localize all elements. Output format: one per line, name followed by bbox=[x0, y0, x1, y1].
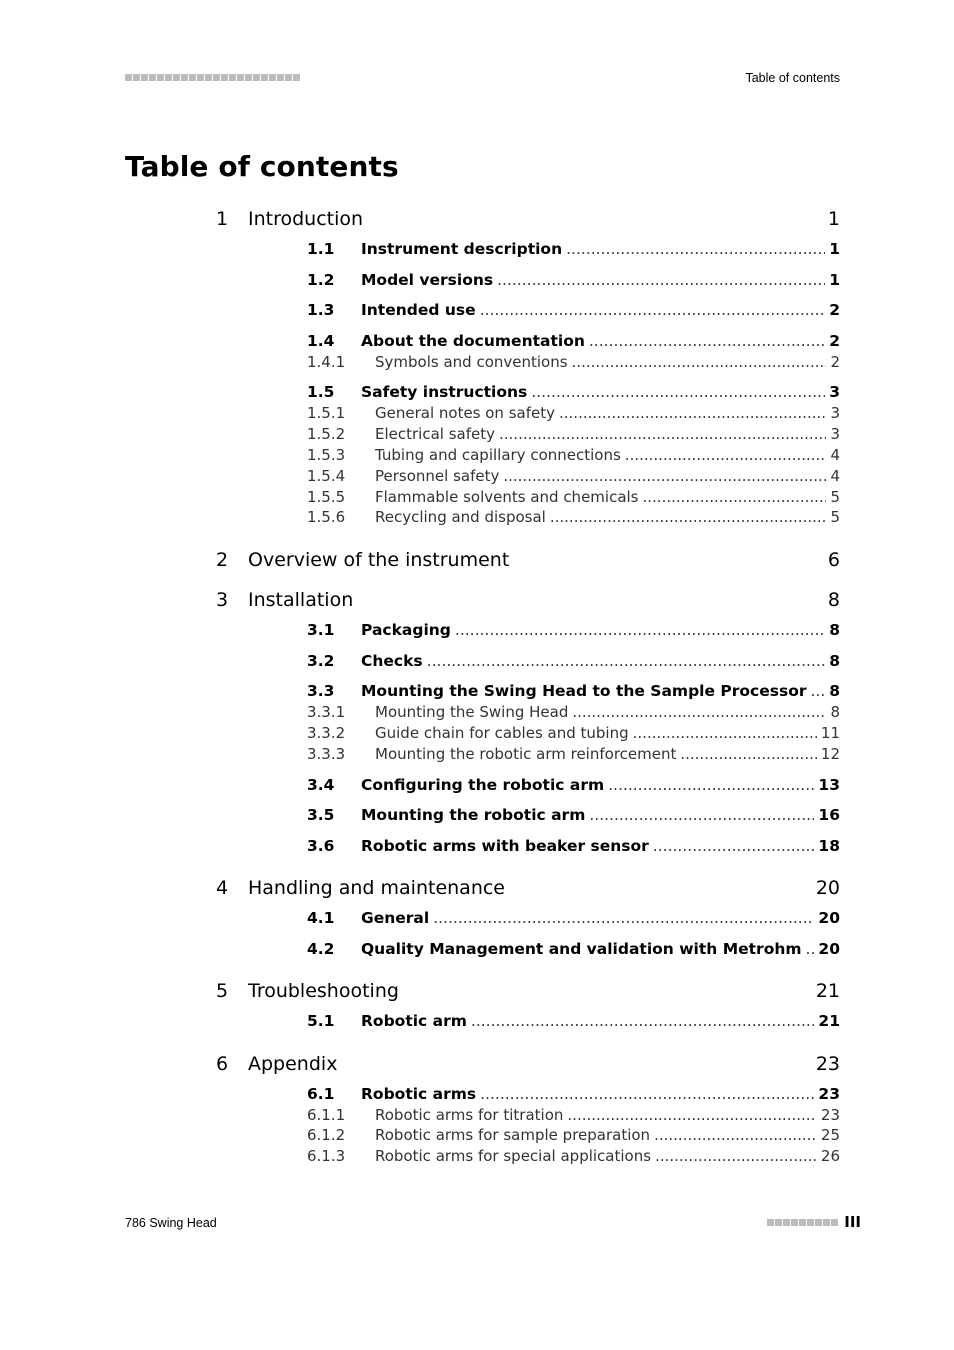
chapter-number: 2 bbox=[216, 549, 229, 572]
subsection-number: 3.3.3 bbox=[307, 744, 346, 763]
section-entry bbox=[361, 240, 840, 258]
subsection-entry bbox=[375, 703, 840, 721]
subsection-page: 4 bbox=[830, 466, 840, 485]
dot-leader bbox=[427, 652, 826, 670]
chapter-page: 1 bbox=[827, 208, 840, 230]
section-page: 8 bbox=[829, 621, 840, 640]
section-page: 3 bbox=[829, 383, 840, 402]
section-number: 4.1 bbox=[307, 909, 335, 927]
page-number: III bbox=[844, 1213, 861, 1231]
chapter-number: 5 bbox=[216, 980, 229, 1002]
section-entry bbox=[361, 682, 840, 700]
subsection-page: 5 bbox=[830, 508, 840, 527]
footer-document-name: 786 Swing Head bbox=[125, 1216, 217, 1230]
subsection-page: 26 bbox=[820, 1147, 840, 1166]
chapter-title: Installation bbox=[248, 589, 354, 612]
section-title: Intended use bbox=[361, 301, 476, 319]
section-number: 1.5 bbox=[307, 383, 335, 402]
subsection-number: 1.5.1 bbox=[307, 404, 346, 423]
dot-leader bbox=[811, 682, 826, 700]
section-number: 3.5 bbox=[307, 806, 335, 824]
subsection-number: 6.1.3 bbox=[307, 1147, 346, 1166]
dot-leader bbox=[550, 508, 827, 526]
section-page: 23 bbox=[818, 1084, 840, 1103]
dot-leader bbox=[433, 909, 814, 927]
section-entry bbox=[361, 332, 840, 350]
dot-leader bbox=[480, 1085, 814, 1103]
dot-leader bbox=[567, 1106, 817, 1124]
chapter-title: Handling and maintenance bbox=[248, 877, 505, 899]
subsection-entry bbox=[375, 1126, 840, 1144]
subsection-number: 1.4.1 bbox=[307, 352, 346, 371]
section-page: 1 bbox=[829, 240, 840, 258]
subsection-title: Guide chain for cables and tubing bbox=[375, 723, 629, 742]
subsection-entry bbox=[375, 745, 840, 763]
section-number: 3.2 bbox=[307, 651, 335, 670]
dot-leader bbox=[531, 383, 825, 401]
subsection-page: 11 bbox=[820, 723, 840, 742]
section-entry bbox=[361, 776, 840, 794]
chapter-number: 4 bbox=[216, 877, 229, 899]
header-decoration bbox=[125, 74, 300, 81]
section-number: 6.1 bbox=[307, 1084, 335, 1103]
chapter-page: 8 bbox=[827, 589, 840, 612]
section-page: 2 bbox=[829, 331, 840, 350]
section-page: 1 bbox=[829, 270, 840, 289]
subsection-page: 3 bbox=[830, 404, 840, 423]
dot-leader bbox=[559, 404, 826, 422]
section-title: Model versions bbox=[361, 270, 494, 289]
subsection-entry bbox=[375, 404, 840, 422]
section-page: 18 bbox=[818, 836, 840, 855]
section-number: 3.4 bbox=[307, 775, 335, 794]
section-page: 20 bbox=[818, 939, 840, 958]
subsection-number: 6.1.1 bbox=[307, 1105, 346, 1124]
chapter-title: Troubleshooting bbox=[248, 980, 399, 1002]
section-page: 20 bbox=[818, 909, 840, 927]
dot-leader bbox=[480, 301, 826, 319]
footer-decoration bbox=[767, 1219, 838, 1226]
subsection-number: 6.1.2 bbox=[307, 1126, 346, 1145]
subsection-number: 3.3.2 bbox=[307, 723, 346, 742]
subsection-title: Flammable solvents and chemicals bbox=[375, 487, 639, 506]
dot-leader bbox=[643, 488, 827, 506]
chapter-page: 23 bbox=[815, 1052, 840, 1075]
chapter-title: Introduction bbox=[248, 208, 364, 230]
section-entry bbox=[361, 837, 840, 855]
section-page: 2 bbox=[829, 301, 840, 319]
section-entry bbox=[361, 383, 840, 401]
section-entry bbox=[361, 652, 840, 670]
section-page: 16 bbox=[818, 806, 840, 824]
section-page: 8 bbox=[829, 682, 840, 701]
chapter-page: 21 bbox=[815, 980, 840, 1002]
subsection-title: Personnel safety bbox=[375, 466, 500, 485]
subsection-title: Robotic arms for special applications bbox=[375, 1147, 652, 1166]
section-title: Packaging bbox=[361, 621, 451, 640]
page-title: Table of contents bbox=[125, 150, 399, 183]
subsection-entry bbox=[375, 425, 840, 443]
running-header: Table of contents bbox=[745, 71, 840, 85]
subsection-entry bbox=[375, 724, 840, 742]
dot-leader bbox=[680, 745, 817, 763]
dot-leader bbox=[572, 353, 827, 371]
section-page: 8 bbox=[829, 651, 840, 670]
chapter-number: 6 bbox=[216, 1052, 229, 1075]
section-entry bbox=[361, 806, 840, 824]
section-number: 1.2 bbox=[307, 270, 335, 289]
subsection-entry bbox=[375, 1147, 840, 1165]
section-title: Instrument description bbox=[361, 240, 563, 258]
subsection-entry bbox=[375, 353, 840, 371]
section-entry bbox=[361, 940, 840, 958]
dot-leader bbox=[654, 1126, 817, 1144]
section-title: About the documentation bbox=[361, 331, 585, 350]
subsection-title: Recycling and disposal bbox=[375, 508, 546, 527]
section-number: 3.6 bbox=[307, 836, 335, 855]
section-page: 13 bbox=[818, 775, 840, 794]
dot-leader bbox=[655, 1147, 817, 1165]
section-number: 1.3 bbox=[307, 301, 335, 319]
section-entry bbox=[361, 301, 840, 319]
dot-leader bbox=[633, 724, 817, 742]
dot-leader bbox=[589, 806, 814, 824]
chapter-page: 20 bbox=[815, 877, 840, 899]
subsection-page: 3 bbox=[830, 425, 840, 444]
subsection-number: 1.5.3 bbox=[307, 445, 346, 464]
section-title: Safety instructions bbox=[361, 383, 528, 402]
dot-leader bbox=[806, 940, 815, 958]
section-title: Checks bbox=[361, 651, 423, 670]
subsection-number: 1.5.4 bbox=[307, 466, 346, 485]
section-number: 4.2 bbox=[307, 939, 335, 958]
subsection-number: 1.5.6 bbox=[307, 508, 346, 527]
subsection-entry bbox=[375, 488, 840, 506]
section-number: 3.1 bbox=[307, 621, 335, 640]
section-number: 1.1 bbox=[307, 240, 335, 258]
dot-leader bbox=[625, 446, 827, 464]
section-title: Robotic arms with beaker sensor bbox=[361, 836, 649, 855]
subsection-title: Robotic arms for titration bbox=[375, 1105, 564, 1124]
chapter-title: Overview of the instrument bbox=[248, 549, 510, 572]
dot-leader bbox=[455, 621, 825, 639]
section-entry bbox=[361, 1085, 840, 1103]
subsection-number: 3.3.1 bbox=[307, 703, 346, 722]
dot-leader bbox=[566, 240, 825, 258]
subsection-title: Symbols and conventions bbox=[375, 352, 568, 371]
chapter-page: 6 bbox=[827, 549, 840, 572]
subsection-page: 4 bbox=[830, 445, 840, 464]
subsection-page: 23 bbox=[820, 1105, 840, 1124]
section-number: 1.4 bbox=[307, 331, 335, 350]
section-number: 5.1 bbox=[307, 1012, 335, 1030]
section-entry bbox=[361, 1012, 840, 1030]
subsection-page: 8 bbox=[830, 703, 840, 722]
subsection-title: General notes on safety bbox=[375, 404, 555, 423]
section-number: 3.3 bbox=[307, 682, 335, 701]
subsection-title: Electrical safety bbox=[375, 425, 495, 444]
section-page: 21 bbox=[818, 1012, 840, 1030]
subsection-page: 25 bbox=[820, 1126, 840, 1145]
section-entry bbox=[361, 271, 840, 289]
subsection-number: 1.5.5 bbox=[307, 487, 346, 506]
dot-leader bbox=[653, 837, 815, 855]
dot-leader bbox=[608, 776, 814, 794]
chapter-title: Appendix bbox=[248, 1052, 338, 1075]
subsection-page: 5 bbox=[830, 487, 840, 506]
subsection-number: 1.5.2 bbox=[307, 425, 346, 444]
dot-leader bbox=[503, 467, 826, 485]
section-title: Robotic arm bbox=[361, 1012, 467, 1030]
subsection-page: 2 bbox=[830, 352, 840, 371]
dot-leader bbox=[572, 703, 826, 721]
subsection-title: Robotic arms for sample preparation bbox=[375, 1126, 651, 1145]
section-title: Mounting the Swing Head to the Sample Processor bbox=[361, 682, 807, 701]
footer-page bbox=[767, 1213, 861, 1231]
subsection-entry bbox=[375, 1106, 840, 1124]
chapter-number: 1 bbox=[216, 208, 229, 230]
subsection-title: Mounting the Swing Head bbox=[375, 703, 569, 722]
section-title: General bbox=[361, 909, 430, 927]
subsection-title: Tubing and capillary connections bbox=[375, 445, 621, 464]
dot-leader bbox=[589, 332, 825, 350]
dot-leader bbox=[499, 425, 826, 443]
section-entry bbox=[361, 621, 840, 639]
section-title: Robotic arms bbox=[361, 1084, 477, 1103]
subsection-title: Mounting the robotic arm reinforcement bbox=[375, 744, 677, 763]
subsection-entry bbox=[375, 508, 840, 526]
subsection-entry bbox=[375, 467, 840, 485]
section-title: Mounting the robotic arm bbox=[361, 806, 586, 824]
section-title: Quality Management and validation with Metrohm bbox=[361, 939, 802, 958]
dot-leader bbox=[471, 1012, 815, 1030]
chapter-number: 3 bbox=[216, 589, 229, 612]
section-title: Configuring the robotic arm bbox=[361, 775, 605, 794]
subsection-entry bbox=[375, 446, 840, 464]
dot-leader bbox=[497, 271, 825, 289]
subsection-page: 12 bbox=[820, 744, 840, 763]
section-entry bbox=[361, 909, 840, 927]
